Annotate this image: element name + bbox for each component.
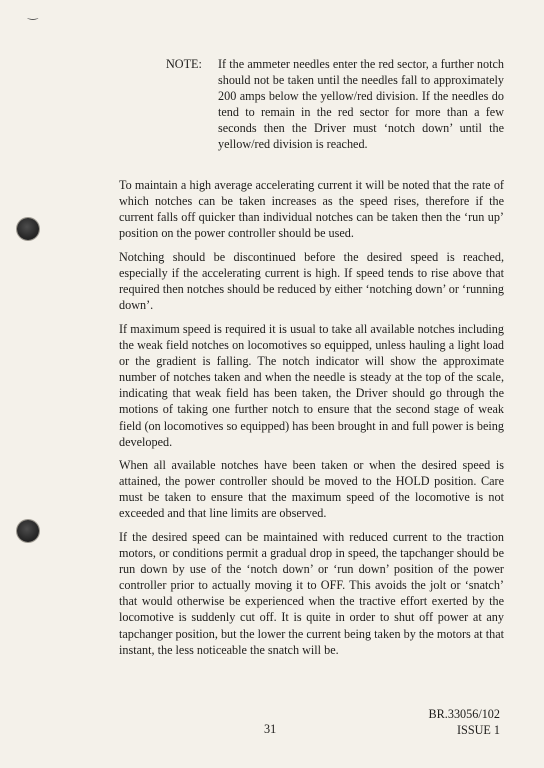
- note-text: If the ammeter needles enter the red sector, a further notch should not be taken until the needles fall to approximately 200 amps below the yellow/red division. If the needles do tend to remain in the red sector for more than a few seconds then the Driver must ‘notch down’ until the yellow/red division is reached.: [218, 57, 504, 152]
- issue-number: ISSUE 1: [456, 723, 500, 737]
- note-label: NOTE:: [166, 57, 202, 71]
- document-number: BR.33056/102: [428, 707, 500, 721]
- paragraph-maximum-speed: If maximum speed is required it is usual to take all available notches including the weak field notches on locomotives so equipped, unless hauling a light load or the gradient is falling. The notch indicator will show the approximate number of notches taken and when the needle is steady at the top of the scale, indicating that weak field has been taken, the Driver should go through the motions of taking one further notch to ensure that the second stage of weak field (on locomotives so equipped) has been brought in and full power is being developed.: [119, 322, 504, 449]
- punch-hole-icon: [17, 520, 39, 542]
- paragraph-reduced-current: If the desired speed can be maintained with reduced current to the traction motors, or conditions permit a gradual drop in speed, the tapchanger should be run down by use of the ‘notch down’ or ‘run down’ position of the power controller prior to actually moving it to OFF. This avoids the jolt or ‘snatch’ that would otherwise be experienced when the tractive effort exerted by the locomotive is suddenly cut off. It is quite in order to shut off power at any tapchanger position, but the lower the current being taken by the motors at that instant, the less noticeable the snatch will be.: [119, 530, 504, 657]
- page-number: 31: [264, 722, 277, 736]
- paragraph-notching-discontinued: Notching should be discontinued before the desired speed is reached, especially if the accelerating current is high. If speed tends to rise above that required then notches should be reduced by either ‘notching down’ or ‘running down’.: [119, 250, 504, 313]
- corner-mark: ‿: [28, 6, 40, 20]
- paragraph-accelerating-current: To maintain a high average accelerating current it will be noted that the rate of which notches can be taken increases as the speed rises, therefore if the current falls off quicker than individual notches can be taken then the ‘run up’ position on the power controller should be used.: [119, 178, 504, 241]
- note-block: [166, 56, 504, 153]
- document-reference: [429, 706, 500, 738]
- punch-hole-icon: [17, 218, 39, 240]
- paragraph-hold-position: When all available notches have been taken or when the desired speed is attained, the power controller should be moved to the HOLD position. Care must be taken to ensure that the maximum speed of the locomotive is not exceeded and that line limits are observed.: [119, 458, 504, 521]
